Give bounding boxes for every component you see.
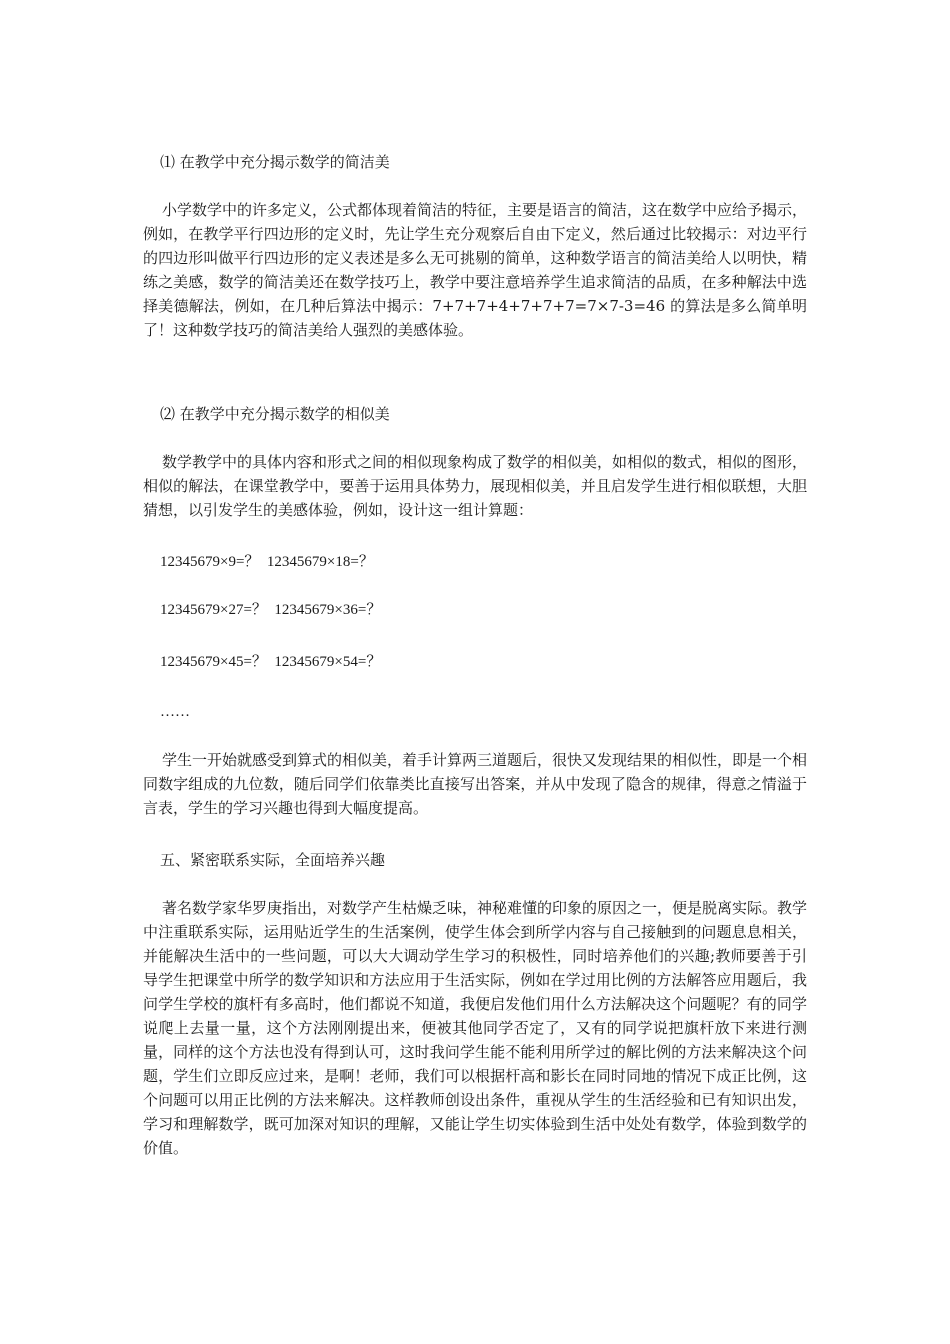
section2-heading: ⑵ 在教学中充分揭示数学的相似美 (160, 405, 390, 423)
formula-line-2: 12345679×27=？ 12345679×36=？ (160, 602, 382, 618)
section2-paragraph: 数学教学中的具体内容和形式之间的相似现象构成了数学的相似美，如相似的数式，相似的图形，相似的解法，在课堂教学中，要善于运用具体势力，展现相似美，并且启发学生进行相似联想，大胆猜想，以引发学生的美感体验，例如，设计这一组计算题： (143, 453, 808, 519)
formula-line-1: 12345679×9=？ 12345679×18=？ (160, 554, 374, 570)
section1-heading: ⑴ 在教学中充分揭示数学的简洁美 (160, 153, 390, 171)
formula-line-3: 12345679×45=？ 12345679×54=？ (160, 654, 382, 670)
section5-heading: 五、紧密联系实际，全面培养兴趣 (160, 851, 386, 869)
section2-paragraph-2: 学生一开始就感受到算式的相似美，着手计算两三道题后，很快又发现结果的相似性，即是一个相同数字组成的九位数，随后同学们依靠类比直接写出答案，并从中发现了隐含的规律，得意之情溢于言表，学生的学习兴趣也得到大幅度提高。 (143, 751, 808, 817)
section1-paragraph: 小学数学中的许多定义，公式都体现着简洁的特征，主要是语言的简洁，这在数学中应给予揭示，例如，在教学平行四边形的定义时，先让学生充分观察后自由下定义，然后通过比较揭示：对边平行的四边形叫做平行四边形的定义表述是多么无可挑剔的简单，这种数学语言的简洁美给人以明快，精练之美感，数学的简洁美还在数学技巧上，教学中要注意培养学生追求简洁的品质，在多种解法中选择美德解法，例如，在几种后算法中揭示：7+7+7+4+7+7+7=7×7-3=46 的算法是多么简单明了！这种数学技巧的简洁美给人强烈的美感体验。 (143, 201, 808, 339)
ellipsis: …… (160, 704, 190, 720)
section5-paragraph: 著名数学家华罗庚指出，对数学产生枯燥乏味，神秘难懂的印象的原因之一，便是脱离实际。教学中注重联系实际，运用贴近学生的生活案例，使学生体会到所学内容与自己接触到的问题息息相关，并能解决生活中的一些问题，可以大大调动学生学习的积极性，同时培养他们的兴趣;教师要善于引导学生把课堂中所学的数学知识和方法应用于生活实际，例如在学过用比例的方法解答应用题后，我问学生学校的旗杆有多高时，他们都说不知道，我便启发他们用什么方法解决这个问题呢？有的同学说爬上去量一量，这个方法刚刚提出来，便被其他同学否定了，又有的同学说把旗杆放下来进行测量，同样的这个方法也没有得到认可，这时我问学生能不能利用所学过的解比例的方法来解决这个问题，学生们立即反应过来，是啊！老师，我们可以根据杆高和影长在同时同地的情况下成正比例，这个问题可以用正比例的方法来解决。这样教师创设出条件，重视从学生的生活经验和已有知识出发，学习和理解数学，既可加深对知识的理解，又能让学生切实体验到生活中处处有数学，体验到数学的价值。 (143, 899, 808, 1157)
